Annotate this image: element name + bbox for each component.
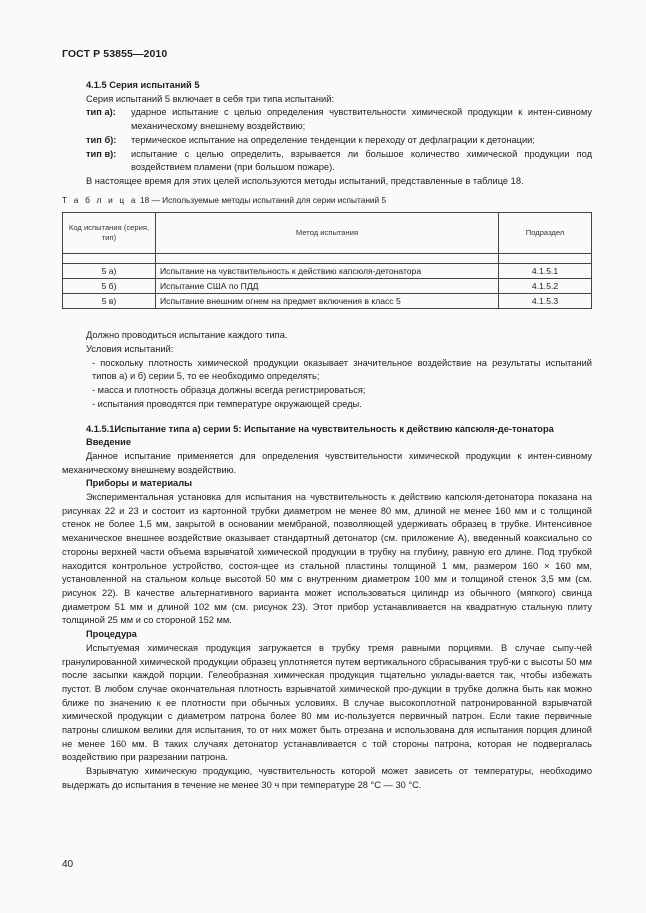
test-type-a [62,106,592,133]
type-text: испытание с целью определить, взрывается ли большое количество химической продукции под воздействием пламени (при большом пожаре). [131,148,592,173]
document-header: ГОСТ Р 53855—2010 [62,48,168,60]
table-row [63,279,592,294]
table-row [63,264,592,279]
condition-item: - испытания проводятся при температуре окружающей среды. [92,398,362,409]
page-content [62,79,592,793]
procedure-heading: Процедура [86,629,137,640]
type-label: тип в): [86,148,117,159]
procedure-text: Испытуемая химическая продукция загружается в трубку тремя равными порциями. В случае сыпу-чей гранулированной химической продукции образец уплотняется путем вертикального сбрасывания труб-ки с высоты 50 мм после засыпки каждой порции. Гелеобразная химическая продукция тщательно уклады-вается так, чтобы избежать пустот. В любом случае окончательная плотность взрывчатой химической про-дукции в трубке должна быть как можно ближе по значению к ее плотности при обычных условиях. В случае высокоплотной патронированной взрывчатой химической продукции с диаметром патрона более 80 мм ис-пользуется первичный патрон. Если такие первичные патроны слишком велики для испытания, то от них может быть отрезана и использована для испытания порция длиной не менее 160 мм. В таких случаях детонатор устанавливается с той стороны патрона, которая не подвергалась воздействию при разрезании патрона. [62,642,592,763]
cell-code: 5 б) [63,279,156,294]
type-label: тип а): [86,107,116,118]
type-text: термическое испытание на определение тенденции к переходу от дефлаграции к детонации; [131,134,535,145]
section-intro: Серия испытаний 5 включает в себя три типа испытаний: [86,93,335,104]
cell-code: 5 а) [63,264,156,279]
intro-text: Данное испытание применяется для определения чувствительности химической продукции к интен-сивному механическому внешнему воздействию. [62,450,592,475]
table-caption-prefix: Т а б л и ц а [62,194,138,205]
equipment-text: Экспериментальная установка для испытания на чувствительность к действию капсюля-детонатора показана на рисунках 22 и 23 и состоит из картонной трубки диаметром не менее 80 мм, длиной не менее 160 мм и с толщиной стенок не более 1,5 мм, закрытой в основании мембраной, позволяющей удерживать образец в трубке. Интенсивное механическое внешнее воздействие оказывает стандартный детонатор (см. приложение А), введенный коаксиально со стороны верхней части объема взрывчатой химической продукции в трубку на глубину, равную его длине. Под трубкой находится контрольное устройство, состоя-щее из стальной пластины толщиной 1 мм, размером 160 × 160 мм, установленной на стальном кольце высотой 50 мм с внутренним диаметром 100 мм и толщиной стенок 3,5 мм (см. рисунок 22). В качестве альтернативного варианта может использоваться цилиндр из обычного (мягкого) свинца диаметром 51 мм и длиной 102 мм (см. рисунок 23). Этот прибор устанавливается на квадратную стальную плиту толщиной 25 мм и со стороной 152 мм. [62,492,592,626]
col-header-subsection: Подраздел [499,213,592,254]
table-spacer-row [63,254,592,264]
intro-heading: Введение [86,437,132,448]
each-type-sentence: Должно проводиться испытание каждого типа. [86,330,288,341]
cell-subsection: 4.1.5.1 [499,264,592,279]
col-header-code: Код испытания (серия, тип) [63,213,156,254]
condition-item: - поскольку плотность химической продукции оказывает значительное воздействие на результаты испытаний типов а) и б) серии 5, то ее необходимо определять; [92,357,592,382]
table-caption [62,194,592,208]
cell-subsection: 4.1.5.2 [499,279,592,294]
type-label: тип б): [86,134,117,145]
cell-code: 5 в) [63,294,156,309]
equipment-heading: Приборы и материалы [86,478,193,489]
section-title: 4.1.5 Серия испытаний 5 [86,80,200,90]
cell-method: Испытание на чувствительность к действию капсюля-детонатора [156,264,499,279]
condition-item: - масса и плотность образца должны всегда регистрироваться; [92,385,366,396]
methods-table [62,212,592,309]
table-row [63,294,592,309]
test-type-c [62,148,592,175]
cell-method: Испытание США по ПДД [156,279,499,294]
table-header-row [63,213,592,254]
cell-method: Испытание внешним огнем на предмет включения в класс 5 [156,294,499,309]
col-header-method: Метод испытания [156,213,499,254]
methods-sentence: В настоящее время для этих целей используются методы испытаний, представленные в таблице 18. [86,175,524,186]
table-caption-text: 18 — Используемые методы испытаний для серии испытаний 5 [140,194,387,205]
page-number: 40 [62,859,74,870]
subsection-title: 4.1.5.1Испытание типа а) серии 5: Испытание на чувствительность к действию капсюля-де-тонатора [86,423,554,434]
type-text: ударное испытание с целью определения чувствительности химической продукции к интен-сивному механическому внешнему воздействию; [131,107,592,132]
conditions-label: Условия испытаний: [86,344,174,355]
cell-subsection: 4.1.5.3 [499,294,592,309]
temperature-text: Взрывчатую химическую продукцию, чувствительность которой может зависеть от температуры, необходимо выдержать до испытания в течение не менее 30 ч при температуре 28 °С — 30 °С. [62,766,592,790]
test-type-b [62,134,592,148]
